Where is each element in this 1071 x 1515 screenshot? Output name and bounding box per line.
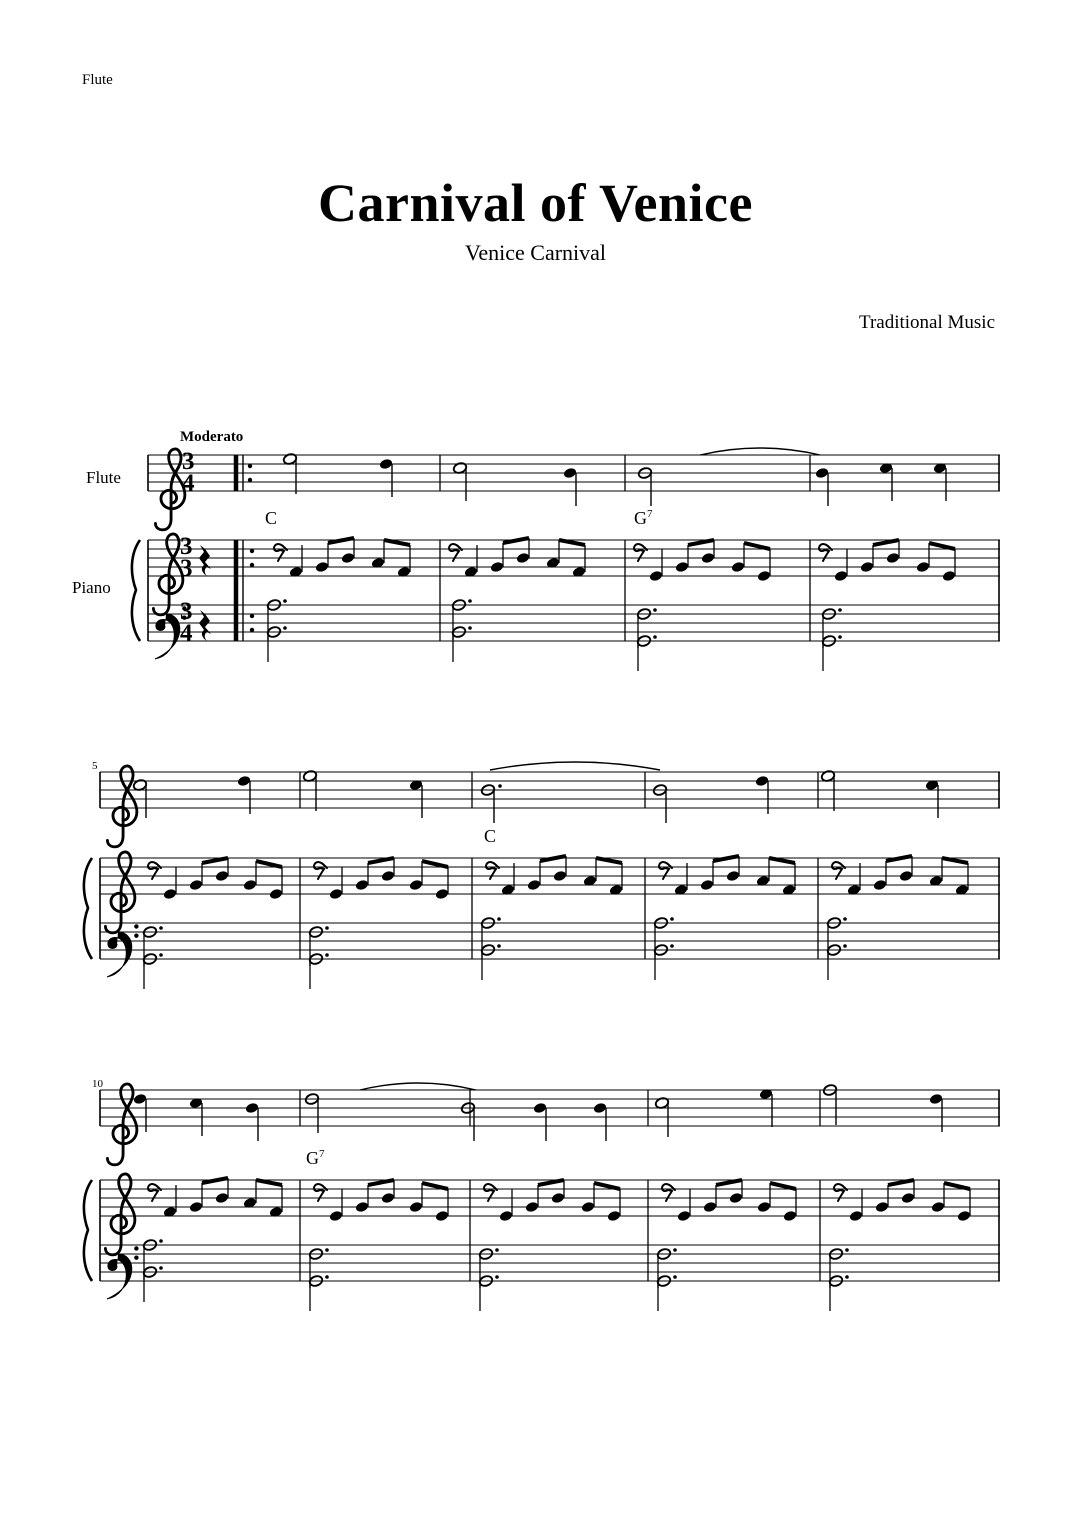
system-measure-number-2: 5 (92, 760, 98, 772)
chord-symbol: C (265, 508, 278, 528)
chord-quality: 7 (647, 508, 653, 520)
svg-text:3: 3 (180, 533, 193, 560)
svg-text:3: 3 (182, 448, 195, 475)
chord-root: G (306, 1148, 319, 1168)
part-name: Flute (82, 72, 113, 88)
svg-text:4: 4 (180, 620, 193, 647)
page-title: Carnival of Venice (318, 173, 753, 233)
composer-credit: Traditional Music (859, 312, 995, 333)
subtitle: Venice Carnival (464, 240, 607, 265)
chord-root: G (634, 508, 647, 528)
tempo-marking: Moderato (180, 429, 244, 445)
instrument-label-flute: Flute (86, 468, 121, 487)
system-measure-number-3: 10 (92, 1078, 103, 1090)
svg-text:4: 4 (182, 470, 195, 497)
svg-text:3: 3 (180, 555, 193, 582)
chord-symbol: C (484, 826, 497, 846)
svg-text:3: 3 (180, 598, 193, 625)
chord-quality: 7 (319, 1148, 325, 1160)
instrument-label-piano: Piano (72, 578, 111, 597)
